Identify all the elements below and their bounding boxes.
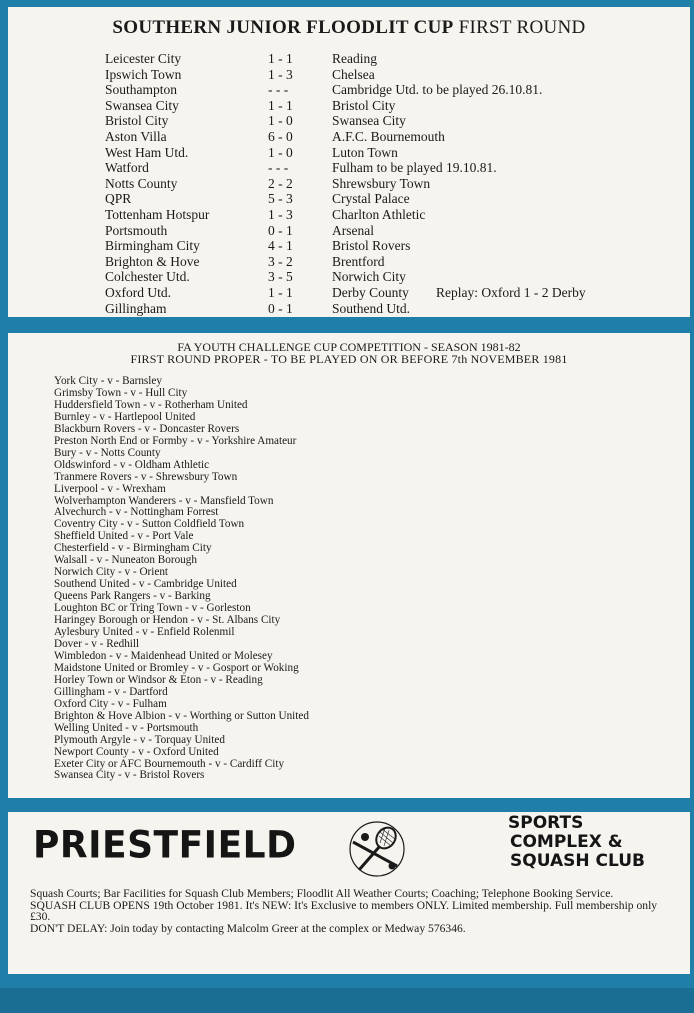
- youth-subtitle: FIRST ROUND PROPER - TO BE PLAYED ON OR BEFORE 7th NOVEMBER 1981: [130, 352, 568, 366]
- squash-club-line: SQUASH CLUB: [510, 851, 645, 871]
- home-team: QPR: [105, 191, 132, 207]
- score: - - -: [268, 160, 289, 176]
- fixture-item: Chesterfield - v - Birmingham City: [54, 542, 212, 555]
- home-team: Gillingham: [105, 300, 167, 316]
- score: 4 - 1: [268, 238, 293, 254]
- fixture-item: Huddersfield Town - v - Rotherham United: [54, 398, 248, 411]
- home-team: Portsmouth: [105, 222, 168, 238]
- fixture-item: Liverpool - v - Wrexham: [54, 482, 166, 495]
- away-team: Swansea City: [332, 113, 406, 129]
- home-team: Watford: [105, 160, 149, 176]
- away-team: Luton Town: [332, 144, 398, 160]
- score: 3 - 2: [268, 253, 293, 269]
- away-team: Southend Utd.: [332, 300, 411, 316]
- fixture-item: Blackburn Rovers - v - Doncaster Rovers: [54, 422, 240, 435]
- score: 0 - 1: [268, 222, 293, 238]
- score: 1 - 1: [268, 284, 293, 300]
- away-team: Norwich City: [332, 269, 406, 285]
- score: 0 - 1: [268, 300, 293, 316]
- fixture-item: Alvechurch - v - Nottingham Forrest: [54, 506, 219, 519]
- fixture-item: Horley Town or Windsor & Eton - v - Reading: [54, 673, 263, 686]
- fixture-list: [54, 376, 309, 782]
- fixture-item: Burnley - v - Hartlepool United: [54, 410, 196, 423]
- home-team: Bristol City: [105, 113, 169, 129]
- fixture-item: Loughton BC or Tring Town - v - Gorleston: [54, 602, 251, 615]
- fixture-item: Swansea City - v - Bristol Rovers: [54, 769, 205, 782]
- priestfield-description: [30, 888, 670, 934]
- priestfield-logo: PRIESTFIELD: [33, 823, 297, 868]
- fixture-item: Wimbledon - v - Maidenhead United or Molesey: [54, 649, 273, 662]
- fixture-item: Haringey Borough or Hendon - v - St. Albans City: [54, 614, 281, 627]
- away-team: Derby County: [332, 284, 409, 300]
- home-team: Southampton: [105, 82, 178, 98]
- away-team: Arsenal: [332, 222, 374, 238]
- home-team: Brighton & Hove: [105, 253, 200, 269]
- fixture-item: Maidstone United or Bromley - v - Gosport or Woking: [54, 661, 299, 674]
- fixture-item: Preston North End or Formby - v - Yorkshire Amateur: [54, 434, 297, 447]
- facilities-text: Squash Courts; Bar Facilities for Squash Club Members; Floodlit All Weather Courts; Coaching; Telephone Booking Service.: [30, 887, 614, 900]
- opening-text: SQUASH CLUB OPENS 19th October 1981. It's NEW: It's Exclusive to members ONLY. Limited membership. Full membership only £30.: [30, 898, 658, 924]
- fixture-item: Sheffield United - v - Port Vale: [54, 530, 194, 543]
- sports-complex-logo: [508, 814, 683, 871]
- replay-note: Replay: Oxford 1 - 2 Derby: [436, 284, 586, 300]
- fixture-item: Wolverhampton Wanderers - v - Mansfield Town: [54, 494, 274, 507]
- fixture-item: Plymouth Argyle - v - Torquay United: [54, 733, 225, 746]
- home-team: Aston Villa: [105, 128, 167, 144]
- away-team: Bristol City: [332, 97, 396, 113]
- fixture-item: Brighton & Hove Albion - v - Worthing or Sutton United: [54, 709, 309, 722]
- away-team: A.F.C. Bournemouth: [332, 128, 445, 144]
- priestfield-advert-panel: [8, 812, 690, 974]
- youth-title: FA YOUTH CHALLENGE CUP COMPETITION - SEASON 1981-82: [177, 340, 521, 354]
- fixture-item: Norwich City - v - Orient: [54, 566, 169, 579]
- floodlit-title-main: SOUTHERN JUNIOR FLOODLIT CUP: [112, 17, 454, 38]
- bottom-border: [0, 988, 694, 1013]
- home-team: Swansea City: [105, 97, 179, 113]
- home-team: Colchester Utd.: [105, 269, 190, 285]
- score: 5 - 3: [268, 191, 293, 207]
- fixture-item: York City - v - Barnsley: [54, 375, 162, 387]
- fixture-item: Oldswinford - v - Oldham Athletic: [54, 458, 210, 471]
- away-team: Bristol Rovers: [332, 238, 411, 254]
- score: 1 - 3: [268, 206, 293, 222]
- away-team: Fulham to be played 19.10.81.: [332, 160, 497, 176]
- youth-cup-panel: [8, 333, 690, 798]
- home-team: Oxford Utd.: [105, 284, 171, 300]
- home-team: Leicester City: [105, 51, 182, 66]
- home-team: West Ham Utd.: [105, 144, 189, 160]
- home-team: Birmingham City: [105, 238, 200, 254]
- away-team: Crystal Palace: [332, 191, 410, 207]
- fixture-item: Exeter City or AFC Bournemouth - v - Cardiff City: [54, 757, 285, 770]
- fixture-item: Newport County - v - Oxford United: [54, 745, 219, 758]
- floodlit-cup-panel: [8, 7, 690, 317]
- away-team: Reading: [332, 51, 377, 66]
- fixture-item: Oxford City - v - Fulham: [54, 697, 167, 710]
- score: 6 - 0: [268, 128, 293, 144]
- sports-line: SPORTS: [508, 813, 584, 833]
- fixture-item: Dover - v - Redhill: [54, 637, 140, 650]
- fixture-item: Bury - v - Notts County: [54, 446, 161, 459]
- fixture-item: Welling United - v - Portsmouth: [54, 721, 199, 734]
- fixture-item: Tranmere Rovers - v - Shrewsbury Town: [54, 470, 238, 483]
- fixture-item: Southend United - v - Cambridge United: [54, 578, 237, 591]
- rackets-and-balls-icon: [341, 818, 413, 880]
- away-team: Chelsea: [332, 66, 375, 82]
- away-team: Charlton Athletic: [332, 206, 426, 222]
- score: 1 - 1: [268, 97, 293, 113]
- fixture-item: Aylesbury United - v - Enfield Rolenmil: [54, 626, 235, 639]
- away-team: Brentford: [332, 253, 385, 269]
- floodlit-title: [8, 17, 690, 39]
- score: 1 - 0: [268, 144, 293, 160]
- fixture-item: Grimsby Town - v - Hull City: [54, 386, 188, 399]
- fixture-item: Queens Park Rangers - v - Barking: [54, 590, 211, 603]
- score: 1 - 3: [268, 66, 293, 82]
- fixture-item: Coventry City - v - Sutton Coldfield Town: [54, 518, 245, 531]
- home-team: Tottenham Hotspur: [105, 206, 210, 222]
- home-team: Ipswich Town: [105, 66, 182, 82]
- home-team: Notts County: [105, 175, 178, 191]
- score: - - -: [268, 82, 289, 98]
- fixture-item: Walsall - v - Nuneaton Borough: [54, 554, 197, 567]
- fixture-item: Gillingham - v - Dartford: [54, 685, 168, 698]
- away-team: Cambridge Utd. to be played 26.10.81.: [332, 82, 543, 98]
- score: 2 - 2: [268, 175, 293, 191]
- floodlit-title-round: FIRST ROUND: [458, 17, 586, 38]
- away-team: Shrewsbury Town: [332, 175, 431, 191]
- score: 1 - 1: [268, 51, 293, 66]
- complex-line: COMPLEX &: [510, 832, 623, 852]
- score: 1 - 0: [268, 113, 293, 129]
- contact-text: DON'T DELAY: Join today by contacting Malcolm Greer at the complex or Medway 576346.: [30, 921, 466, 935]
- score: 3 - 5: [268, 269, 293, 285]
